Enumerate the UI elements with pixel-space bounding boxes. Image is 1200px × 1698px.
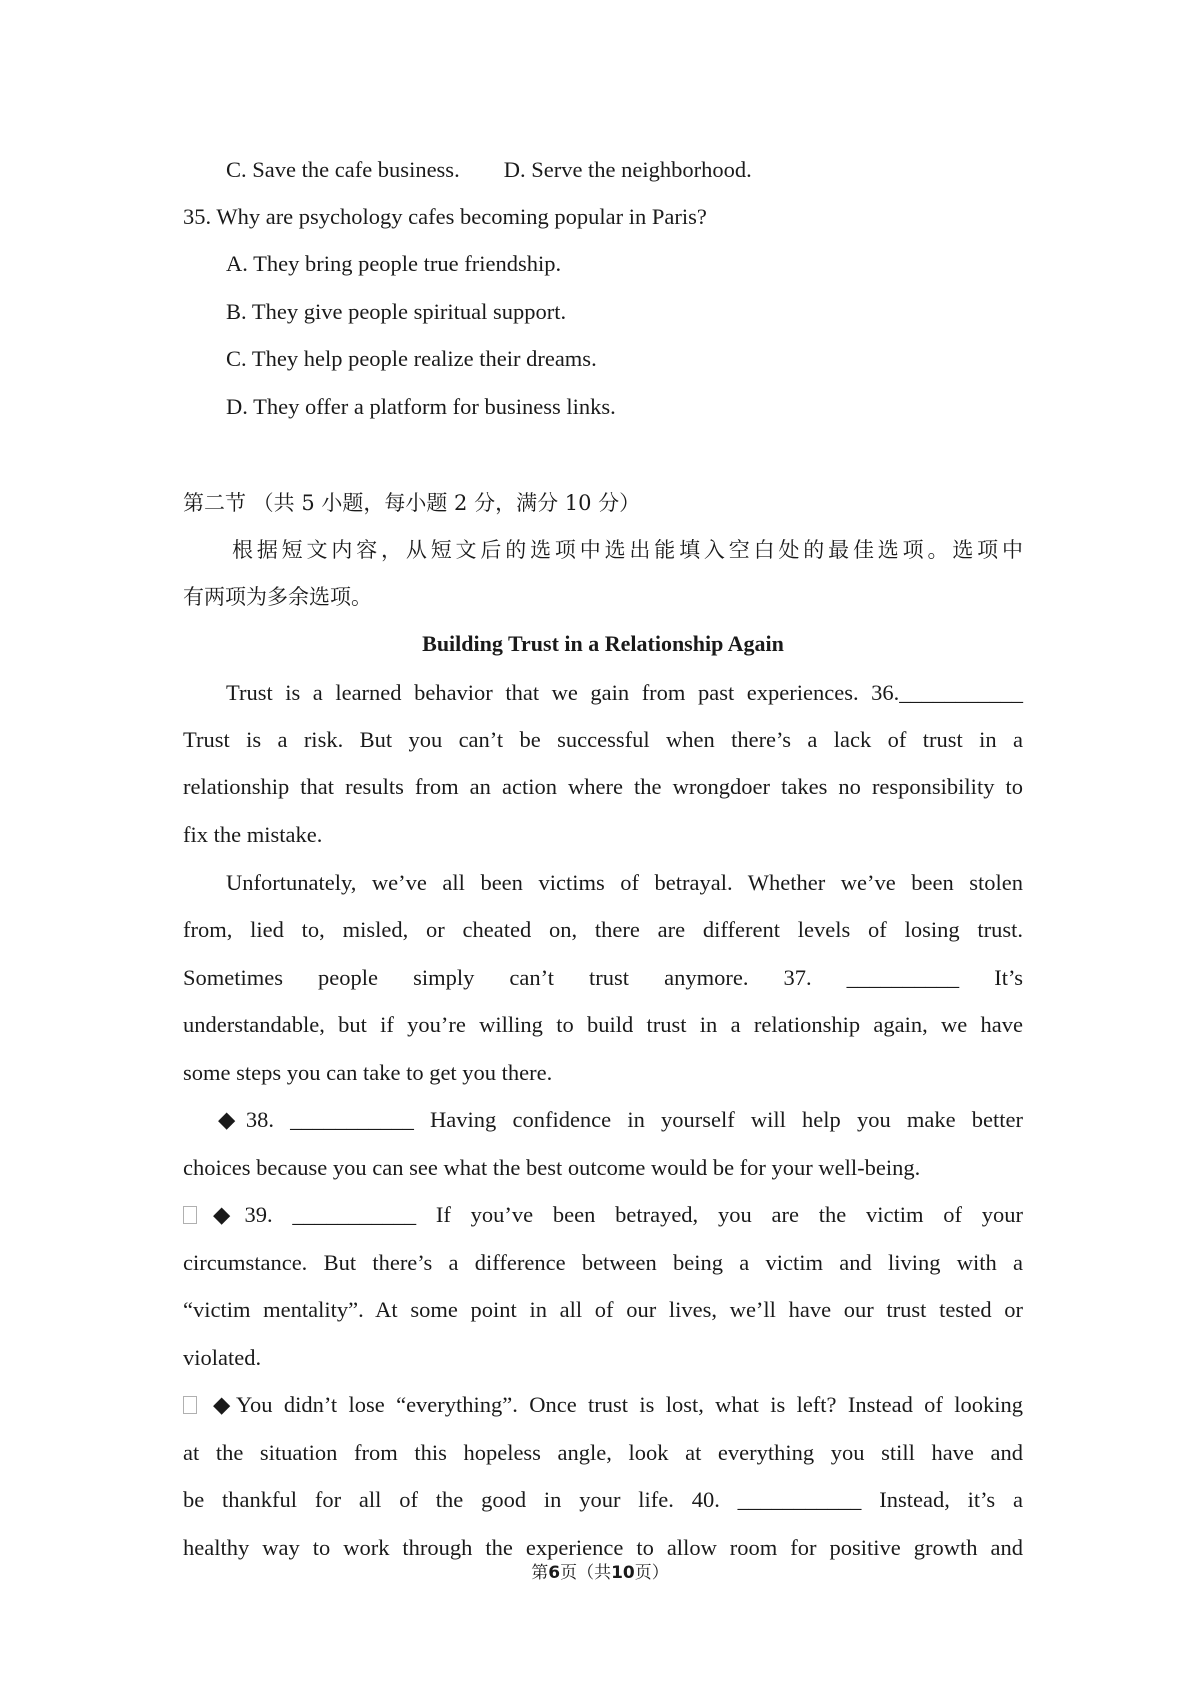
footer-total-pages: 10 (611, 1563, 635, 1583)
passage-line: “victim mentality”. At some point in all of our lives, we’ll have our trust tested or (183, 1297, 1023, 1322)
passage-line-lose: ◆You didn’t lose “everything”. Once trust is lost, what is left? Instead of looking (213, 1392, 1023, 1417)
missing-glyph-box-icon (183, 1206, 197, 1224)
passage-line: fix the mistake. (183, 822, 323, 847)
passage-line: relationship that results from an action where the wrongdoer takes no responsibility to (183, 774, 1023, 799)
passage-line-q39: ◆39. ___________ If you’ve been betrayed, you are the victim of your (213, 1202, 1023, 1227)
passage-line: Trust is a risk. But you can’t be successful when there’s a lack of trust in a (183, 727, 1023, 752)
footer-prefix: 第 (531, 1563, 549, 1583)
passage-line: at the situation from this hopeless angle, look at everything you still have and (183, 1440, 1023, 1465)
passage-line: Unfortunately, we’ve all been victims of betrayal. Whether we’ve been stolen (226, 870, 1023, 895)
q34-option-d: D. Serve the neighborhood. (503, 157, 752, 182)
section-header: 第二节 （共 5 小题，每小题 2 分，满分 10 分） (183, 491, 641, 515)
section-instructions-line-2: 有两项为多余选项。 (183, 585, 372, 609)
passage-line-lose-row (183, 1390, 1023, 1420)
footer-middle: 页（共 (560, 1563, 612, 1583)
q35-option-c: C. They help people realize their dreams. (226, 346, 597, 371)
page-footer (0, 1562, 1200, 1584)
passage-title: Building Trust in a Relationship Again (422, 631, 784, 656)
passage-line: circumstance. But there’s a difference between being a victim and living with a (183, 1250, 1023, 1275)
passage-line: be thankful for all of the good in your life. 40. ___________ Instead, it’s a (183, 1487, 1023, 1512)
passage-line: healthy way to work through the experience to allow room for positive growth and (183, 1535, 1023, 1560)
passage-line: Trust is a learned behavior that we gain from past experiences. 36.___________ (226, 680, 1023, 705)
passage-line: some steps you can take to get you there. (183, 1060, 553, 1085)
footer-suffix: 页） (634, 1563, 669, 1583)
passage-line: Sometimes people simply can’t trust anymore. 37. __________ It’s (183, 965, 1023, 990)
missing-glyph-box-icon (183, 1396, 197, 1414)
q35-option-d: D. They offer a platform for business links. (226, 394, 616, 419)
passage-line: choices because you can see what the best outcome would be for your well-being. (183, 1155, 921, 1180)
passage-line-q39-row (183, 1200, 1023, 1230)
passage-line: violated. (183, 1345, 262, 1370)
q35-option-a: A. They bring people true friendship. (226, 251, 562, 276)
section-instructions-line-1: 根据短文内容，从短文后的选项中选出能填入空白处的最佳选项。选项中 (232, 538, 1023, 562)
passage-line: understandable, but if you’re willing to build trust in a relationship again, we have (183, 1012, 1023, 1037)
q35-option-b: B. They give people spiritual support. (226, 299, 567, 324)
q34-options-row (226, 155, 1023, 185)
passage-line: from, lied to, misled, or cheated on, there are different levels of losing trust. (183, 917, 1023, 942)
q34-option-c: C. Save the cafe business. (226, 157, 460, 182)
q35-question: 35. Why are psychology cafes becoming popular in Paris? (183, 204, 707, 229)
passage-line-q38: ◆38. ___________ Having confidence in yourself will help you make better (218, 1107, 1023, 1132)
footer-page-number: 6 (548, 1563, 561, 1583)
